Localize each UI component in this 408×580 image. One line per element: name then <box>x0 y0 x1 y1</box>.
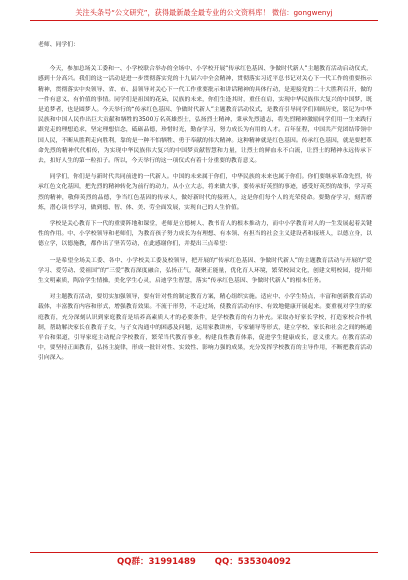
footer-divider <box>30 552 378 553</box>
salutation: 老师、同学们： <box>38 42 79 48</box>
paragraph: 一是希望全场关工委、各中、小学校关工委及校领导，把开展的“传承红色基因、争做时代新人”的主题教育活动与开展的“爱学习、爱劳动、爱祖国”的“三爱”教育深度融合，弘扬正气，凝聚正能量，优化育人环境，繁荣校园文化，创建文明校园，提升师生文明素质，陶冶学生情操，美化学生心灵，启迪学生智慧，落实“传承红色基因、争做时代新人”的根本任务。 <box>38 257 372 285</box>
qq-group-contact <box>117 557 196 567</box>
qq-label: QQ： <box>214 557 238 567</box>
paragraph: 同学们，你们是与新时代共同前进的一代新人。中国的未来属于你们，中华民族的未来也属于你们。你们要继承革命先烈，传承红色文化基因，把先烈的精神转化为前行的动力，从小立大志，将来做大事，要传承好英烈的事迹，感受好英烈的故事，学习英烈的精神，敬仰英烈的品德，争当红色基因的传承人，做好新时代的接班人，这是你们每个人的光荣使命。要勤奋学习，刻苦磨炼，潜心读书学习，做到德、智、体、美、劳全面发展，实现自己的人生价值。 <box>38 174 372 211</box>
paragraph: 今天，参加总场关工委和一、小学校联合举办的全场中、小学校开展“传承红色基因、争做时代新人”主题教育活动启动仪式，感到十分高兴。我们的这一活动是进一步贯彻落实党的十九届六中全会精神，贯彻落实习近平总书记对关心下一代工作的重要指示精神，贯彻落实中央领导、省、市、县领导对关心下一代工作重要批示和讲话精神的具体行动，是迎接党的二十大胜利召开，做的一件有意义、有价值的事情。同学们是祖国的花朵，民族的未来，你们生逢其时，重任在肩，实现中华民族伟大复兴的中国梦，既是追梦者，也是圆梦人。今天举行的“传承红色基因、争做时代新人”主题教育活动仪式，是教育引导同学们回顾历史，铭记为中华民族和中国人民作出巨大贡献和牺牲的3500万名英雄烈士，弘扬烈士精神，秉承先烈遗志，将先烈精神激励同学们用一生来践行跟党走的理想追求，坚定理想信念，砥砺品德，珍惜时光，勤奋学习，努力成长为有用的人才。百年征程，中国共产党团结带领中国人民，不断从胜利走向胜利，靠的是一种不怕牺牲、勇于奉献的伟大精神。这种精神就是红色基因。传承红色基因，就是要把革命先烈的精神代代相传，为实现中华民族伟大复兴的中国梦贡献智慧和力量，让烈士的鲜血永不白流，让烈士的精神永远传承下去，扣好人生的第一粒扣子。所以，今天举行的这一项仪式有着十分重要的教育意义。 <box>38 66 372 165</box>
qq-group-label: QQ群： <box>117 557 149 567</box>
qq-contact <box>215 557 291 567</box>
paragraph: 对主题教育活动，要切实加强领导，要有针对性的制定教育方案，精心组织实施。适应中、小学生特点，丰富和创新教育活动载体，丰富教育内容和形式，增强教育效果。不流于形势，不走过场，使教育活动有序、有效地健康开展起来。要重视对学生的家庭教育，充分深刻认识到家庭教育是培养高素质人才的必要条件，是学校教育的有力补充。采取办好家长学校，打造家校合作机制，帮助解决家长在教育子女，与子女沟通中的困惑及问题，运用家教讲座，专家辅导等形式，建立学校、家长和社会之间的畅通平台和渠道，引导家庭主动配合学校教育，繁荣当代教育事业，构建良性教育体系，促进学生健康成长，意义重大。在教育活动中，要坚持正面教育，弘扬主旋律，形成一批针对性、实效性、影响力强的成果，充分发挥学校教育的主导作用，不断把教育活动引向深入。 <box>38 294 372 362</box>
qq-group-number: 31991489 <box>148 557 196 567</box>
header-banner: 关注头条号“公文研究”，获得最新最全最专业的公文资料库！ 微信：gongwenyj <box>75 8 333 17</box>
qq-number: 535304092 <box>237 557 291 567</box>
paragraph: 学校是关心教育下一代的重要阵地和课堂，老师是立德树人、教书育人的根本推动力，而中小学教育对人的一生发展起着关键性的作用。中、小学校领导和老师们，为教育孩子努力成长为有理想、有本领、有担当的社会主义建设者和接班人，以德立身，以德立学，以德施教，都作出了坚苦劳动，在此感谢你们，并提出三点希望： <box>38 221 372 248</box>
document-body <box>38 40 372 370</box>
footer-contact <box>30 556 378 568</box>
header-divider <box>30 20 378 21</box>
